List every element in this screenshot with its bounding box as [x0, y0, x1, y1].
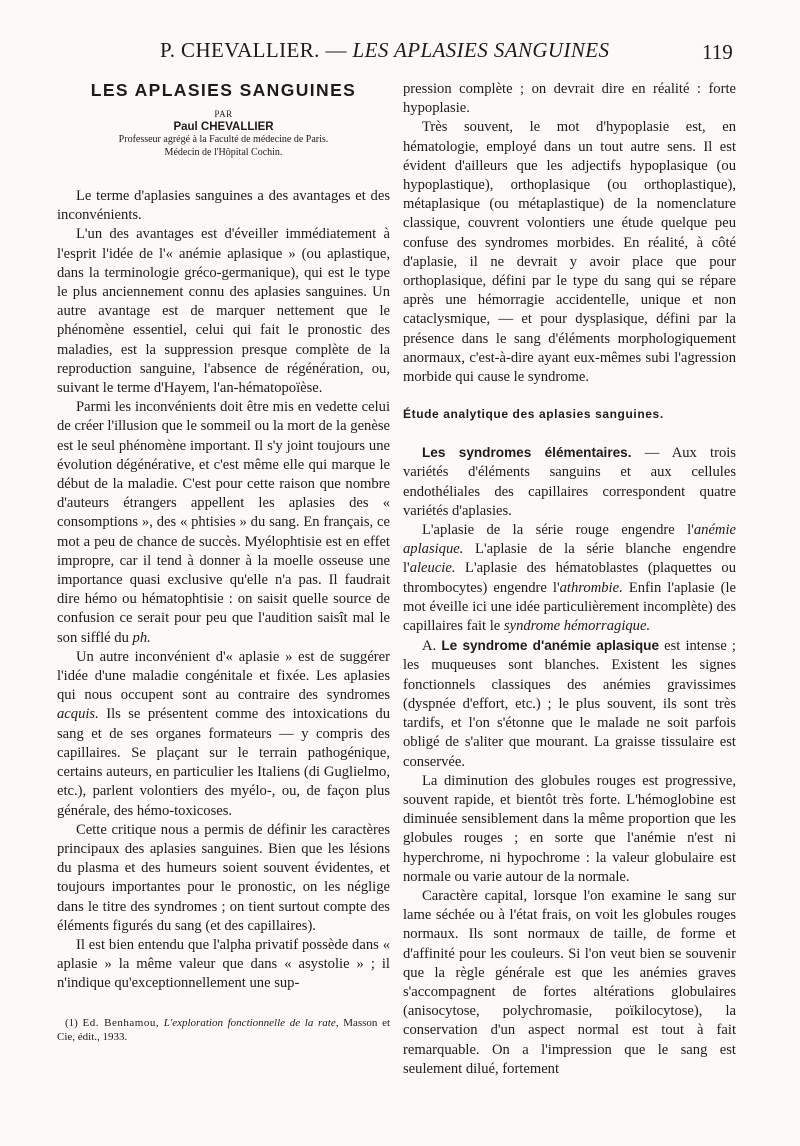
paragraph: L'un des avantages est d'éveiller immédiatement à l'esprit l'idée de l'« anémie aplasique » (ou aplastique, dans la terminologie gréco-germanique), qui est le type le plus anciennement connu des aplasies sanguines. Un autre avantage est de marquer nettement que le phénomène essentiel, celui qui fait le pronostic des maladies, est la suppression presque complète de la reproduction sanguine, l'absence de régénération, ou, suivant le terme d'Hayem, l'an-hématopoïèse.: [57, 226, 390, 397]
footnote-author: Ed. Benhamou,: [82, 1016, 160, 1029]
footnote-number: (1): [65, 1016, 78, 1029]
paragraph: [403, 443, 736, 521]
paragraph: Très souvent, le mot d'hypoplasie est, en hématologie, employé dans un tout autre sens. Il est évident d'ailleurs que les adjectifs hypoplasique (ou hypoplastique), orthoplasique (ou orthoplastique), métaplasique (ou métaplastique) de la nomenclature classique, couvrent volontiers une étude quelque peu confuse des syndromes morbides. En réalité, à côté d'aplasie, il ne devrait y avoir place que pour orthoplasique, défini par le type du sang qui se répare après une hémorragie accidentelle, unique et non cataclysmique, — et pour dysplasique, défini par la présence dans le sang d'éléments morphologiquement anormaux, c'est-à-dire ayant eux-mêmes subi l'agression morbide qui cause le syndrome.: [403, 119, 736, 386]
footnote-title: L'exploration fonctionnelle de la rate,: [163, 1016, 339, 1029]
paragraph-text: est intense ; les muqueuses sont blanches. Existent les signes fonctionnels classiques des anémies gravissimes (dyspnée d'effort, etc.) ; le plus souvent, ils sont très tardifs, et l'on s'étonne que le malade ne soit parfois obligé de s'aliter que mourant. La graisse tissulaire est conservée.: [403, 638, 736, 770]
paragraph-text: L'aplasie des hématoblastes (plaquettes ou thrombocytes) engendre l': [403, 560, 736, 596]
footnote-publisher: Masson et Cie, édit., 1933.: [57, 1016, 391, 1043]
author-name: Paul CHEVALLIER: [173, 121, 274, 133]
paragraph-italic: aleucie.: [409, 560, 456, 577]
paragraph: [403, 521, 736, 636]
subheading: Le syndrome d'anémie aplasique: [441, 638, 659, 654]
paragraph: pression complète ; on devrait dire en réalité : forte hypoplasie.: [403, 81, 736, 117]
paragraph: Il est bien entendu que l'alpha privatif possède dans « aplasie » la même valeur que dans « asystolie » ; il n'indique qu'exceptionnellement une sup-: [57, 936, 390, 992]
paragraph-italic: acquis.: [57, 706, 99, 723]
running-head-author: P. CHEVALLIER. —: [160, 38, 347, 62]
paragraph: Caractère capital, lorsque l'on examine le sang sur lame séchée ou à l'état frais, on voit les globules rouges normaux. Ils sont normaux de taille, de forme et d'affinité pour les couleurs. Si l'on veut bien se souvenir que la règle générale est que les anémies graves s'accompagnent de fortes altérations globulaires (anisocytose, polychromasie, poïkilocytose), la conservation d'un aspect normal est tout à fait remarquable. On a l'impression que le sang est seulement dilué, fortement: [403, 887, 736, 1077]
right-column: [403, 80, 736, 1079]
subsection-label: A.: [422, 638, 437, 655]
paragraph-text: L'aplasie de la série blanche engendre l': [403, 541, 736, 577]
footnote: [57, 1016, 390, 1044]
paragraph-text: L'aplasie de la série rouge engendre l': [422, 522, 694, 539]
subheading: Les syndromes élémentaires.: [422, 445, 632, 461]
paragraph: Le terme d'aplasies sanguines a des avantages et des inconvénients.: [57, 188, 390, 224]
running-head: [160, 38, 740, 63]
paragraph-italic: ph.: [132, 629, 151, 646]
paragraph-text: Ils se présentent comme des intoxications du sang et de ses organes formateurs — y compris des capillaires. Se plaçant sur le terrain pathogénique, certains auteurs, en particulier les Italiens (di Guglielmo, etc.), parlent volontiers des myélo-, ou, de façon plus générale, des hémo-toxicoses.: [57, 706, 390, 819]
affiliation-block: [57, 133, 390, 159]
paragraph-italic: athrombie.: [559, 579, 623, 596]
paragraph-text: Parmi les inconvénients doit être mis en vedette celui de créer l'illusion que le sommeil ou la mort de la genèse est le seul phénomène important. Il s'y joint toujours une évolution dégénérative, et c'est même elle qui marque le début de la maladie. C'est pour cette raison que nombre d'auteurs étrangers appellent les aplasies des « consomptions », des « phtisies » du sang. En français, ce mot a peu de chance de succès. Myélophtisie est en effet impropre, car il tend à donner à la moelle osseuse une importance quasi exclusive qu'elle n'a pas. Il faudrait dire hémo ou hématophtisie : on saisit quelle source de confusion ce serait pour peu que l'audition saisît mal le son sifflé du: [57, 399, 390, 646]
paragraph: La diminution des globules rouges est progressive, souvent rapide, et bientôt très forte. L'hémoglobine est diminuée sensiblement dans la même proportion que les globules rouges ; en sorte que l'anémie n'est ni hyperchrome, ni hypochrome : la valeur globulaire est normale ou varie autour de la normale.: [403, 772, 736, 885]
affiliation-line-1: Professeur agrégé à la Faculté de médecine de Paris.: [118, 134, 329, 145]
paragraph-italic: syndrome hémorragique.: [503, 618, 651, 635]
paragraph-text: Enfin l'aplasie (le mot éveille ici une idée particulièrement incomplète) des capillaires fait le: [403, 579, 736, 635]
left-column: [57, 80, 390, 1044]
byline-par: PAR: [214, 109, 233, 119]
paragraph-text: — Aux trois variétés d'éléments sanguins et aux cellules endothéliales des capillaires correspondent quatre variétés d'aplasies.: [403, 445, 736, 519]
running-head-title: LES APLASIES SANGUINES: [352, 38, 610, 62]
paragraph-text: Un autre inconvénient d'« aplasie » est de suggérer l'idée d'une maladie congénitale et fixée. Les aplasies qui nous occupent sont au contraire des syndromes: [57, 648, 390, 704]
article-title: LES APLASIES SANGUINES: [90, 80, 357, 100]
page-number: 119: [702, 40, 733, 64]
paragraph: [57, 398, 390, 648]
affiliation-line-2: Médecin de l'Hôpital Cochin.: [164, 147, 283, 158]
section-heading: Étude analytique des aplasies sanguines.: [403, 407, 664, 422]
paragraph: [57, 648, 390, 821]
paragraph: Cette critique nous a permis de définir les caractères principaux des aplasies sanguines. Bien que les lésions du plasma et des humeurs soient souvent évidentes, et toujours importantes pour le pronostic, on les néglige dans le titre des syndromes ; on tient surtout compte des éléments figurés du sang (et des capillaires).: [57, 821, 390, 934]
paragraph: [403, 636, 736, 771]
paragraph-italic: anémie aplasique.: [403, 522, 736, 558]
